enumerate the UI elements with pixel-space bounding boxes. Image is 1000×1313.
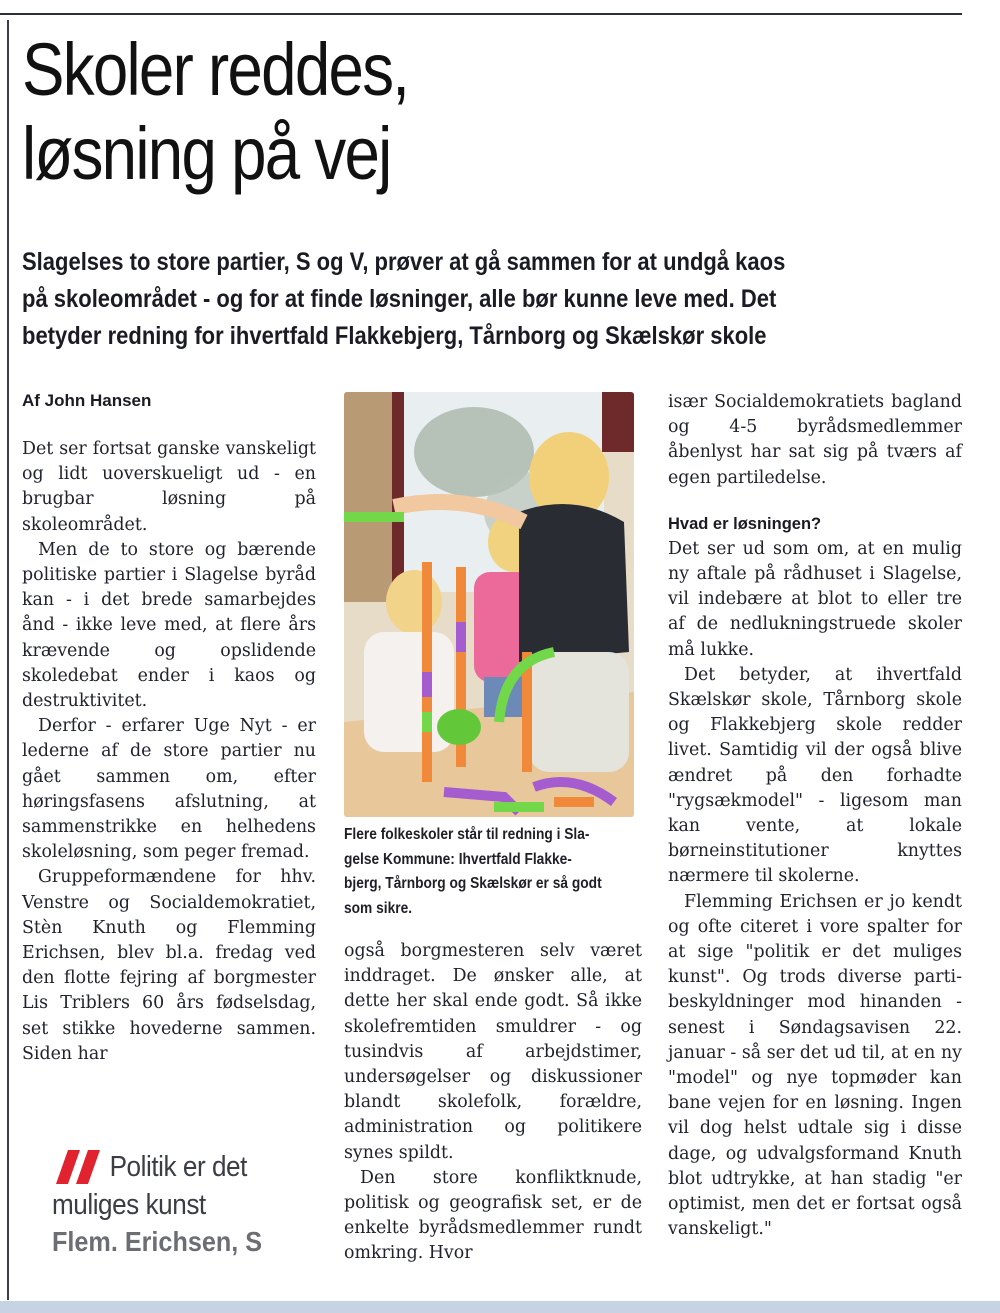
- paragraph: også borgmesteren selv været inddraget. De ønsker alle, at dette her skal ende godt. Så ikke skolefremtiden smuldrer - og tusindvis af arbejdstimer, undersøgelser og diskussioner blandt skolefolk, forældre, administration og politikere synes spildt.: [344, 941, 642, 1163]
- lead-line-3: betyder redning for ihvertfald Flakkebjerg, Tårnborg og Skælskør skole: [22, 322, 767, 350]
- pull-quote-line-1: Politik er det: [109, 1151, 247, 1183]
- paragraph: Gruppeformændene for hhv. Venstre og Socialdemokratiet, Stèn Knuth og Flemming Erichsen, blev bl.a. fredag ved den flotte fejring af borgmester Lis Triblers 60 års fødselsdag, set stikke hovederne sammen. Siden har: [22, 867, 316, 1064]
- paragraph: Det ser ud som om, at en mulig ny aftale på rådhuset i Slagelse, vil indebære at blot to eller tre af de nedlukningstruede skoler må lukke.: [668, 538, 962, 660]
- bottom-strip: [0, 1301, 1000, 1313]
- headline: [22, 28, 796, 196]
- paragraph: Flemming Erichsen er jo kendt og ofte citeret i vore spalter for at sige "politik er det muliges kunst". Og trods diverse parti-beskyldninger mod hinanden - senest i Søndagsavisen 22. januar - så ser det ud til, at en ny "model" og nye topmøder kan bane vejen for en løsning. Ingen vil dog helst udtale sig i disse dage, og udvalgsformand Knuth blot udtrykke, at han stadig "er optimist, men det er fortsat også vanskeligt.": [668, 891, 962, 1240]
- paragraph: især Socialdemokratiets bagland og 4-5 byrådsmedlemmer åbenlyst har sat sig på tværs af egen partiledelse.: [668, 392, 962, 488]
- paragraph: Derfor - erfarer Uge Nyt - er lederne af de store partier nu gået sammen om, efter høringsfasens afslutning, at sammenstrikke en helhedens skoleløsning, som peger fremad.: [22, 716, 316, 863]
- caption-line-2: gelse Kommune: Ihvertfald Flakke-: [344, 850, 572, 868]
- byline: Af John Hansen: [22, 391, 152, 410]
- paragraph: Den store konfliktknude, politisk og geografisk set, er de enkelte byrådsmedlemmer rundt omkring. Hvor: [344, 1167, 642, 1264]
- headline-line-2: løsning på vej: [22, 112, 391, 195]
- paragraph: Det betyder, at ihvertfald Skælskør skole, Tårnborg skole og Flakkebjerg skole redder livet. Samtidig vil der også blive ændret på den forhadte "rygsækmodel" - ligesom man kan vente, at lokale børneinstitutioner knyttes nærmere til skolerne.: [668, 664, 962, 887]
- photo-children-playing: [344, 392, 634, 817]
- article-column-1: [22, 437, 316, 1067]
- left-rule: [7, 20, 9, 1300]
- lead-line-2: på skoleområdet - og for at finde løsninger, alle bør kunne leve med. Det: [22, 285, 777, 313]
- caption-line-3: bjerg, Tårnborg og Skælskør er så godt: [344, 875, 602, 892]
- paragraph: Men de to store og bærende politiske partier i Slagelse byråd kan - i det brede samarbejdes ånd - ikke leve med, at flere års krævende og opslidende skoledebat ender i kaos og destruktivitet.: [22, 539, 316, 712]
- top-rule: [0, 13, 962, 15]
- pull-quote-author: Flem. Erichsen, S: [52, 1226, 263, 1257]
- lead-paragraph: [22, 244, 955, 355]
- pull-quote-line-2: muliges kunst: [52, 1189, 206, 1221]
- article-column-2: [344, 939, 642, 1267]
- headline-line-1: Skoler reddes,: [22, 28, 409, 111]
- lead-line-1: Slagelses to store partier, S og V, prøver at gå sammen for at undgå kaos: [22, 248, 786, 276]
- section-subhead: Hvad er løsningen?: [668, 514, 822, 533]
- photo-caption: [344, 823, 619, 921]
- pull-quote-text: [52, 1148, 304, 1224]
- paragraph: Det ser fortsat ganske vanskeligt og lidt uoverskueligt ud - en brugbar løsning på skoleområdet.: [22, 439, 316, 535]
- caption-line-4: som sikre.: [344, 899, 413, 917]
- caption-line-1: Flere folkeskoler står til redning i Sla-: [344, 826, 590, 843]
- article-photo: [344, 392, 634, 817]
- article-column-3: [668, 390, 962, 1243]
- pull-quote: [52, 1148, 332, 1260]
